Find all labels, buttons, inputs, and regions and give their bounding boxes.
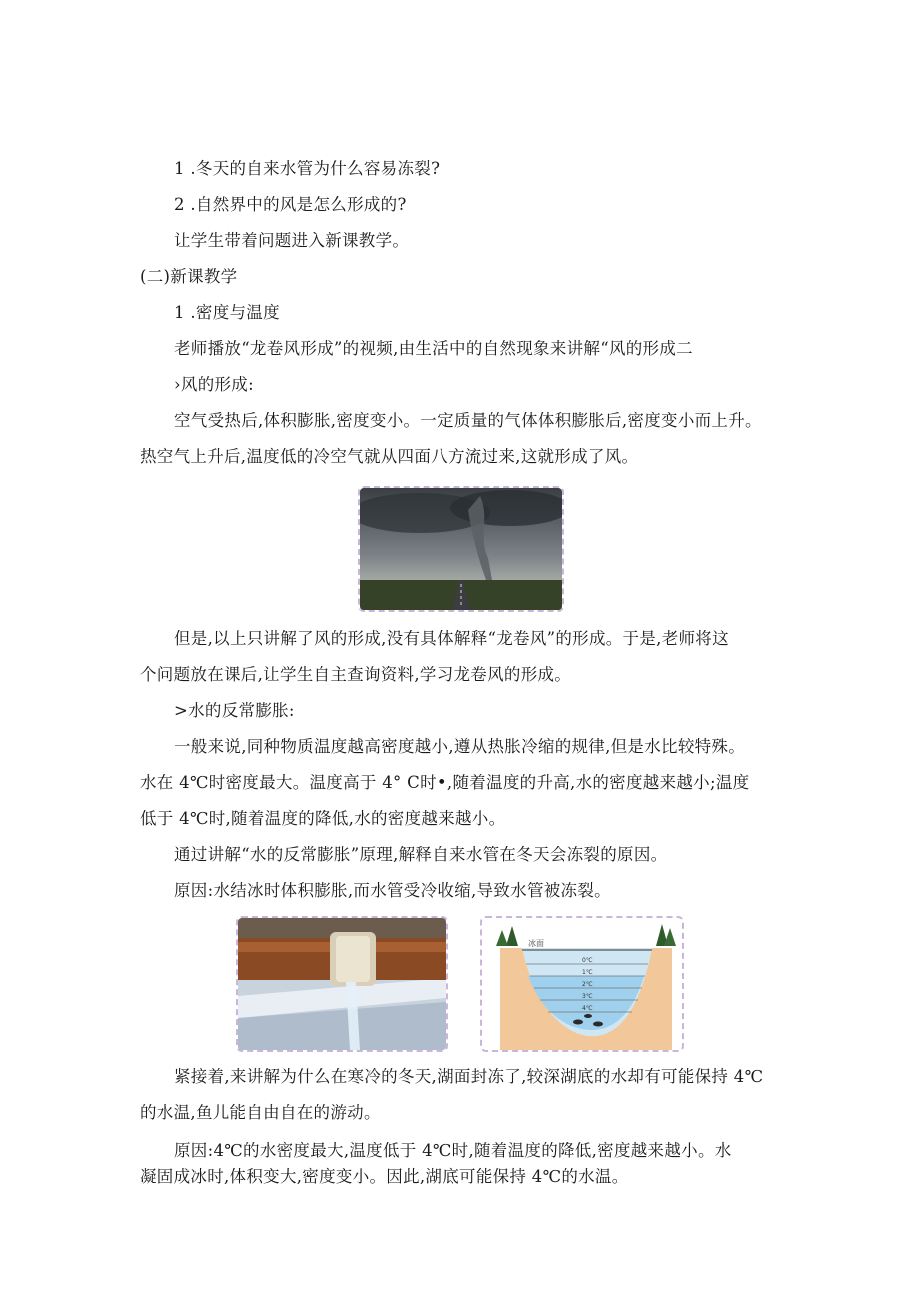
- temp-label-4: 4℃: [582, 1005, 593, 1012]
- explain-paragraph: 通过讲解“水的反常膨胀”原理,解释自来水管在冬天会冻裂的原因。: [174, 845, 668, 864]
- lake-paragraph-line-1: 紧接着,来讲解为什么在寒冷的冬天,湖面封冻了,较深湖底的水却有可能保持 4℃: [174, 1067, 764, 1086]
- tornado-paragraph-line-1: 但是,以上只讲解了风的形成,没有具体解释“龙卷风”的形成。于是,老师将这: [174, 629, 729, 648]
- temp-label-1: 1℃: [582, 969, 593, 976]
- water-paragraph-line-3: 低于 4℃时,随着温度的降低,水的密度越来越小。: [140, 809, 506, 828]
- reason-2-line-1: 原因:4℃的水密度最大,温度低于 4℃时,随着温度的降低,密度越来越小。水: [174, 1141, 732, 1160]
- fish-icon: [584, 1014, 592, 1018]
- water-title: >水的反常膨胀:: [174, 701, 295, 720]
- temp-label-3: 3℃: [582, 993, 593, 1000]
- tree-icon: [656, 924, 676, 946]
- lake-temperature-diagram: [480, 916, 684, 1052]
- temp-label-2: 2℃: [582, 981, 593, 988]
- ice-surface-label: 冰面: [528, 939, 544, 948]
- question-1: 1 .冬天的自来水管为什么容易冻裂?: [174, 159, 441, 178]
- tornado-paragraph-line-2: 个问题放在课后,让学生自主查询资料,学习龙卷风的形成。: [140, 665, 572, 684]
- reason-1: 原因:水结冰时体积膨胀,而水管受冷收缩,导致水管被冻裂。: [174, 881, 611, 900]
- wind-paragraph-line-2: 热空气上升后,温度低的冷空气就从四面八方流过来,这就形成了风。: [140, 447, 639, 466]
- fish-icon: [573, 1020, 583, 1025]
- video-paragraph: 老师播放“龙卷风形成”的视频,由生活中的自然现象来讲解“风的形成二: [174, 339, 693, 358]
- reason-2-line-2: 凝固成冰时,体积变大,密度变小。因此,湖底可能保持 4℃的水温。: [140, 1167, 629, 1186]
- section-heading: (二)新课教学: [140, 267, 238, 286]
- fish-icon: [593, 1022, 603, 1027]
- frozen-pipe-image: [236, 916, 448, 1052]
- subsection-heading: 1 .密度与温度: [174, 303, 280, 322]
- wind-title: ›风的形成:: [174, 375, 254, 394]
- question-2: 2 .自然界中的风是怎么形成的?: [174, 195, 407, 214]
- temp-label-0: 0℃: [582, 957, 593, 964]
- tree-icon: [496, 926, 518, 946]
- intro-text: 让学生带着问题进入新课教学。: [174, 231, 410, 250]
- lake-paragraph-line-2: 的水温,鱼儿能自由自在的游动。: [140, 1103, 381, 1122]
- water-paragraph-line-1: 一般来说,同种物质温度越高密度越小,遵从热胀冷缩的规律,但是水比较特殊。: [174, 737, 746, 756]
- water-paragraph-line-2: 水在 4℃时密度最大。温度高于 4° C时•,随着温度的升高,水的密度越来越小;温度: [140, 773, 750, 792]
- wind-paragraph-line-1: 空气受热后,体积膨胀,密度变小。一定质量的气体体积膨胀后,密度变小而上升。: [174, 411, 762, 430]
- tornado-image: [358, 486, 564, 612]
